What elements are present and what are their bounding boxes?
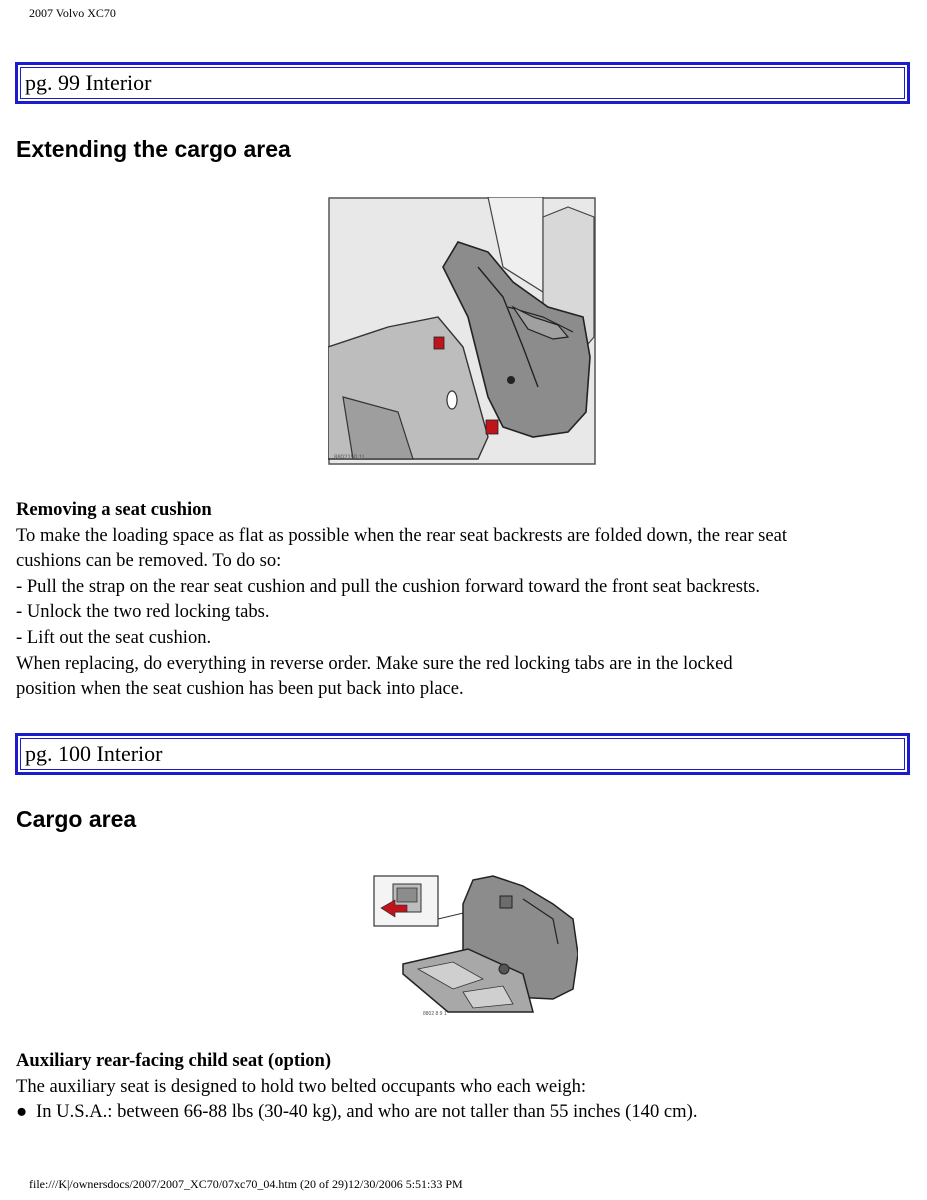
bullet-item xyxy=(16,1099,906,1125)
body-line: The auxiliary seat is designed to hold two belted occupants who each weigh: xyxy=(16,1075,587,1097)
section1-body xyxy=(16,497,906,702)
seat-cushion-illustration xyxy=(328,197,596,467)
child-seat-illustration xyxy=(373,874,578,1017)
heading-cargo-area: Cargo area xyxy=(16,806,137,832)
document-header: 2007 Volvo XC70 xyxy=(29,6,116,20)
section2-body xyxy=(16,1048,906,1125)
body-line: - Unlock the two red locking tabs. xyxy=(16,601,270,623)
bullet-text: In U.S.A.: between 66-88 lbs (30-40 kg), and who are not taller than 55 inches (140 cm). xyxy=(36,1101,698,1123)
body-line: To make the loading space as flat as possible when the rear seat backrests are folded down, the rear seat xyxy=(16,524,788,546)
heading-extending-cargo-area: Extending the cargo area xyxy=(16,136,291,162)
figure-code-1: 8802150 1t xyxy=(334,455,365,461)
subheading-removing-seat-cushion: Removing a seat cushion xyxy=(16,499,212,520)
document-footer-path: file:///K|/ownersdocs/2007/2007_XC70/07xc70_04.htm (20 of 29)12/30/2006 5:51:33 PM xyxy=(29,1177,463,1191)
subheading-child-seat: Auxiliary rear-facing child seat (option) xyxy=(16,1050,332,1071)
body-line: When replacing, do everything in reverse order. Make sure the red locking tabs are in the locked xyxy=(16,652,733,674)
body-line: - Lift out the seat cushion. xyxy=(16,626,212,648)
page-label-box-99 xyxy=(15,62,910,104)
page-label-100: pg. 100 Interior xyxy=(20,738,905,770)
bullet-icon: ● xyxy=(16,1101,28,1123)
page-label-99: pg. 99 Interior xyxy=(20,67,905,99)
body-line: - Pull the strap on the rear seat cushion and pull the cushion forward toward the front seat backrests. xyxy=(16,575,761,597)
body-line: position when the seat cushion has been put back into place. xyxy=(16,678,464,700)
figure-code-2: 8802 8 9 1 xyxy=(423,1011,447,1017)
page-label-box-100 xyxy=(15,733,910,775)
body-line: cushions can be removed. To do so: xyxy=(16,550,282,572)
